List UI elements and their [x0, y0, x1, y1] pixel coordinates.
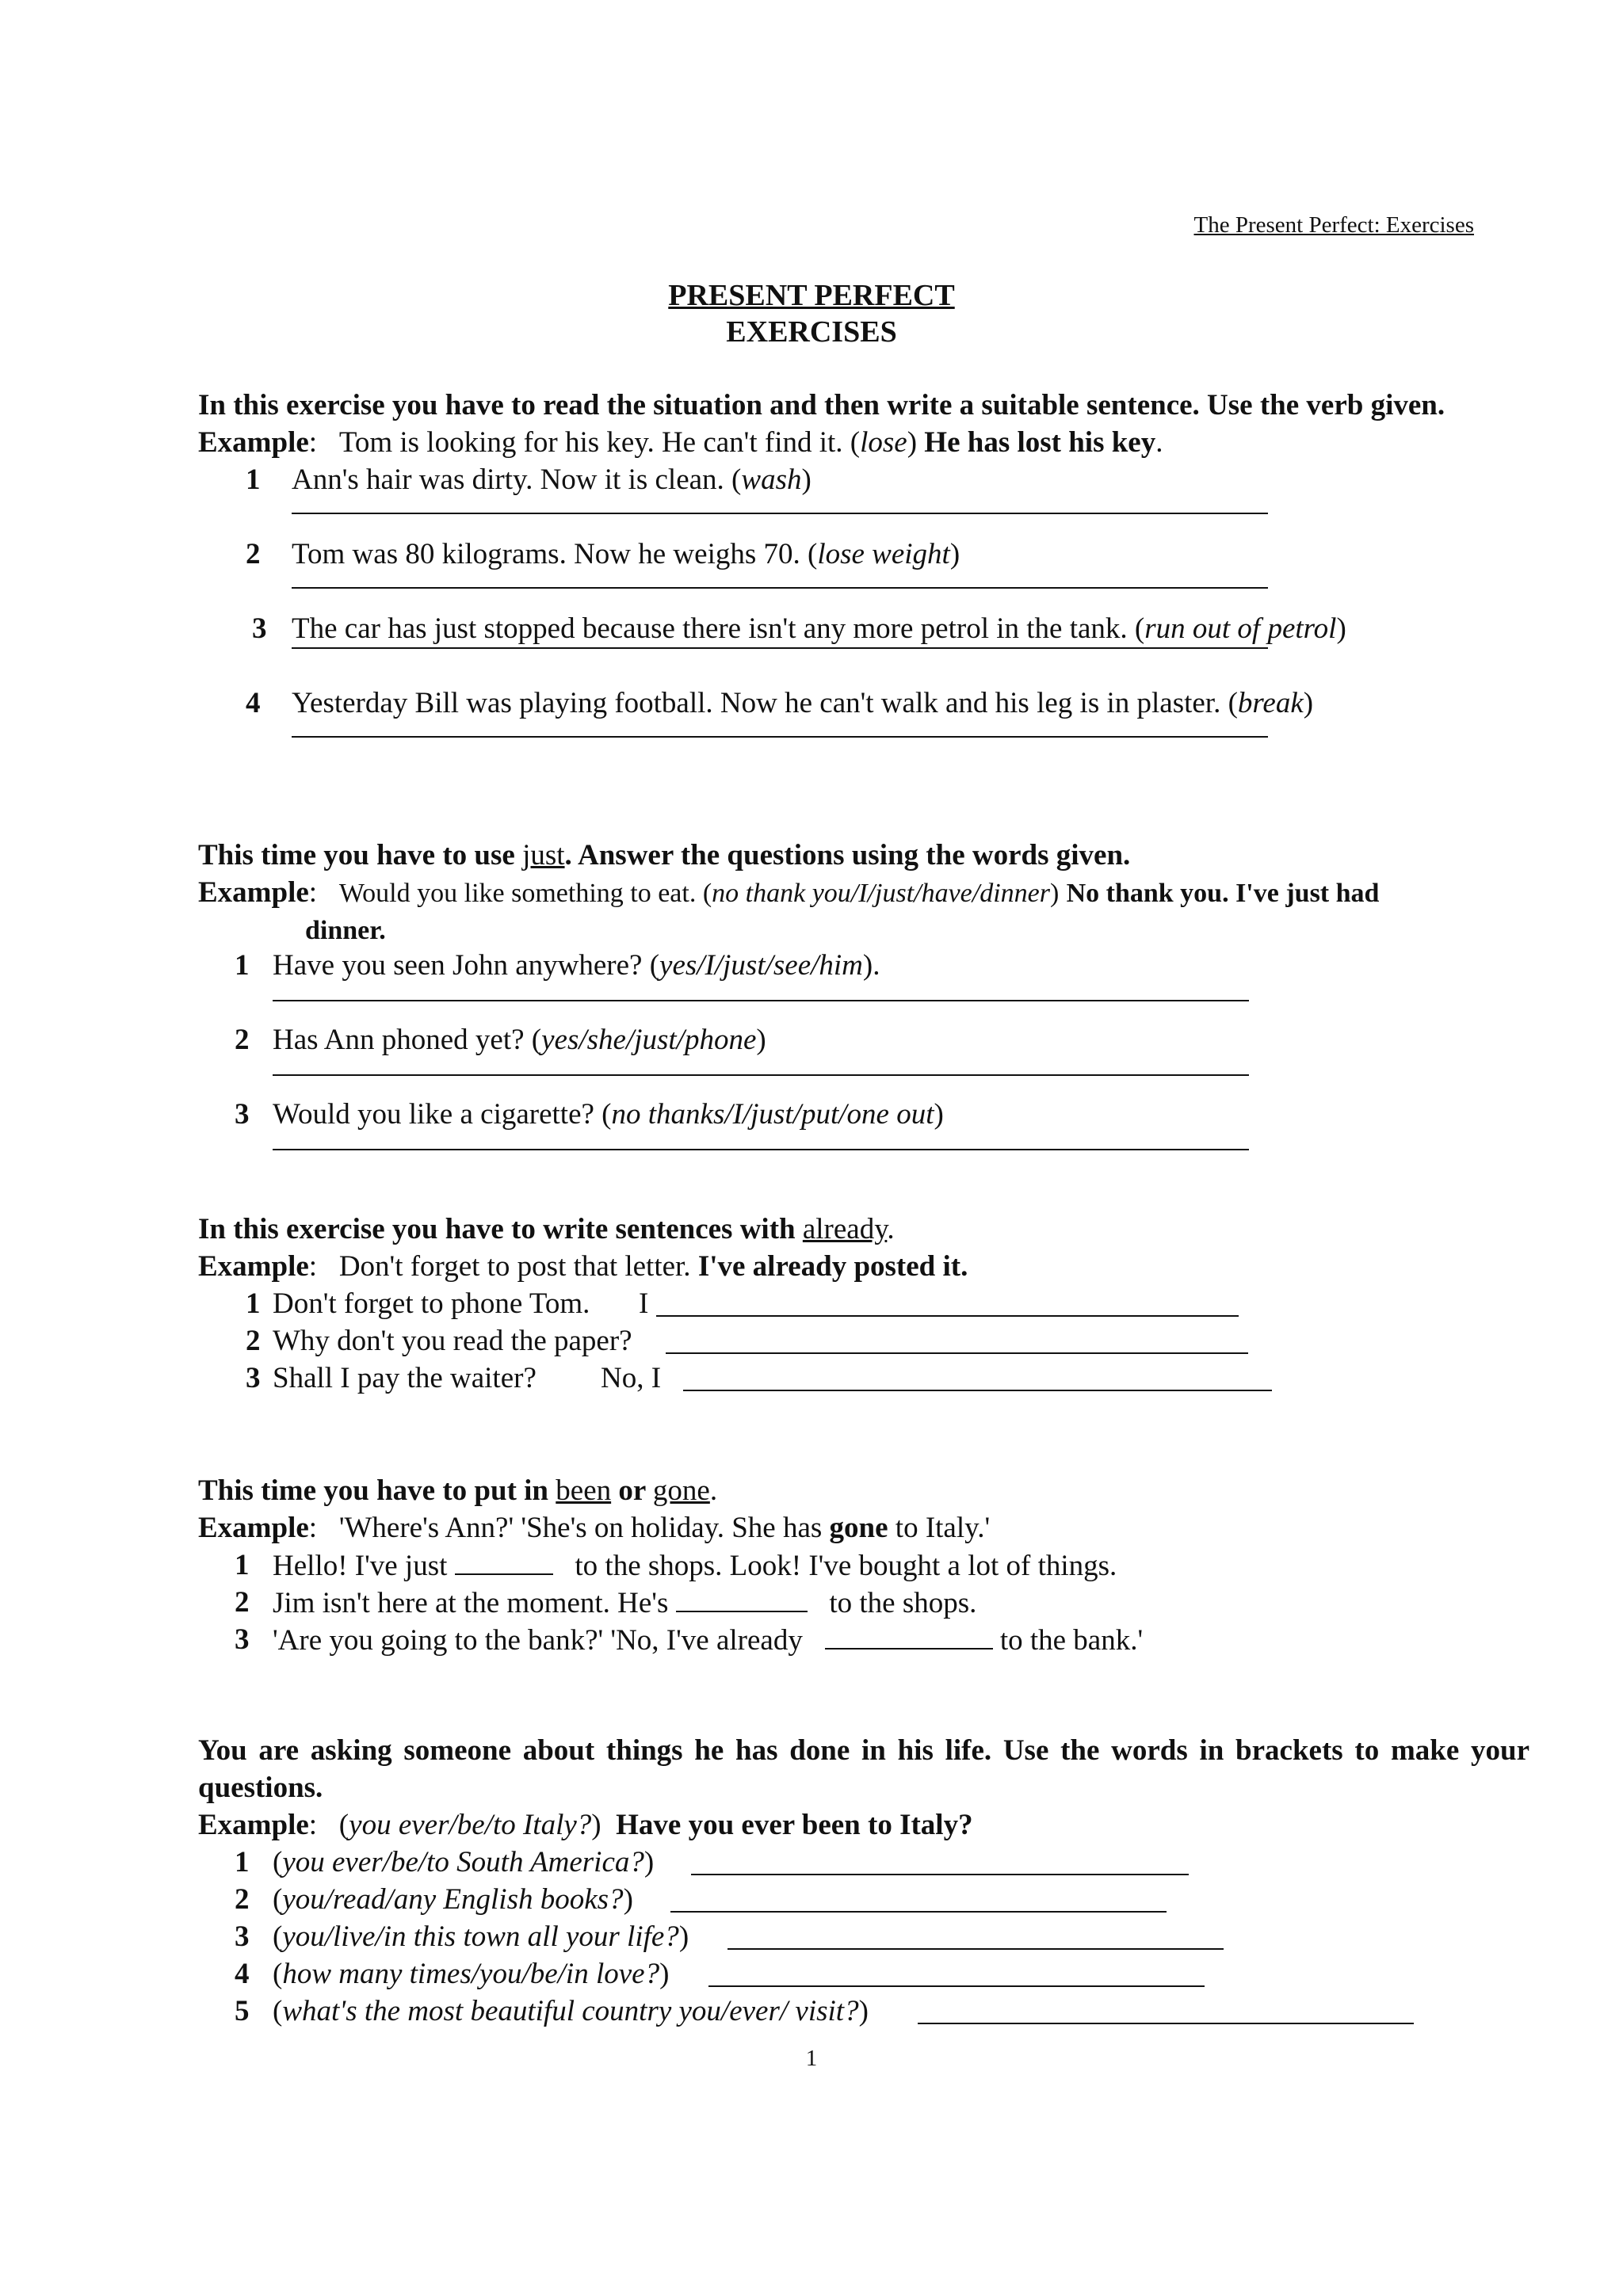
section-3 — [198, 1211, 1529, 1397]
answer-row — [198, 1133, 1529, 1170]
section-5 — [198, 1732, 1529, 2030]
exercise-item: 2 Why don't you read the paper? — [198, 1322, 1529, 1360]
exercise-item: 5 (what's the most beautiful country you/ever/ visit?) — [198, 1993, 1529, 2030]
title-line-2: EXERCISES — [726, 315, 897, 349]
title-line-1: PRESENT PERFECT — [668, 279, 955, 312]
answer-row — [198, 647, 1529, 685]
example-answer-continued: dinner. — [305, 916, 386, 945]
section-1 — [198, 387, 1529, 759]
exercise-item: 3 Would you like a cigarette? (no thanks/I/just/put/one out) — [235, 1098, 944, 1131]
answer-line[interactable] — [273, 1000, 1249, 1001]
exercise-item: 2 Has Ann phoned yet? (yes/she/just/phone) — [235, 1024, 766, 1056]
section-4-instruction: This time you have to put in been or gone. — [198, 1474, 718, 1507]
answer-row — [198, 1058, 1529, 1096]
gap-blank[interactable] — [825, 1621, 993, 1650]
answer-line[interactable] — [691, 1874, 1189, 1875]
gap-blank[interactable] — [676, 1584, 808, 1612]
exercise-item: 1 Ann's hair was dirty. Now it is clean. (wash) — [246, 463, 812, 496]
section-4 — [198, 1472, 1529, 1658]
section-2-instruction: This time you have to use just. Answer the questions using the words given. — [198, 839, 1131, 871]
exercise-item: 3 Shall I pay the waiter? No, I — [198, 1360, 1529, 1397]
answer-line[interactable] — [683, 1390, 1272, 1391]
section-2 — [198, 837, 1529, 1170]
answer-row — [198, 573, 1529, 610]
answer-row — [198, 498, 1529, 536]
answer-line[interactable] — [670, 1911, 1167, 1913]
section-3-example: Example: Don't forget to post that letter. I've already posted it. — [198, 1250, 968, 1283]
answer-line[interactable] — [273, 1149, 1249, 1150]
exercise-item: 2 Tom was 80 kilograms. Now he weighs 70. (lose weight) — [246, 538, 960, 570]
exercise-item: 2 (you/read/any English books?) — [198, 1881, 1529, 1918]
answer-row — [198, 984, 1529, 1021]
gap-blank[interactable] — [455, 1547, 553, 1575]
exercise-item: 1 Hello! I've just to the shops. Look! I've bought a lot of things. — [198, 1547, 1529, 1584]
page-number: 1 — [805, 2046, 818, 2071]
exercise-item: 4 Yesterday Bill was playing football. Now he can't walk and his leg is in plaster. (break) — [246, 687, 1314, 719]
answer-line[interactable] — [273, 1074, 1249, 1076]
exercise-item: 1 (you ever/be/to South America?) — [198, 1844, 1529, 1881]
page-title — [0, 277, 1623, 350]
exercise-item: 3 The car has just stopped because there isn't any more petrol in the tank. (run out of petrol) — [252, 612, 1346, 645]
exercise-item: 3 (you/live/in this town all your life?) — [198, 1918, 1529, 1955]
exercise-item: 2 Jim isn't here at the moment. He's to the shops. — [198, 1584, 1529, 1621]
answer-line[interactable] — [656, 1315, 1239, 1317]
section-1-instruction: In this exercise you have to read the situation and then write a suitable sentence. Use the verb given. — [198, 389, 1445, 421]
answer-row — [198, 722, 1529, 759]
section-1-example: Example: Tom is looking for his key. He can't find it. (lose) He has lost his key. — [198, 426, 1163, 459]
answer-line[interactable] — [727, 1948, 1224, 1950]
section-3-instruction: In this exercise you have to write sentences with already. — [198, 1213, 895, 1245]
exercise-item: 4 (how many times/you/be/in love?) — [198, 1955, 1529, 1993]
section-5-example: Example: (you ever/be/to Italy?) Have you ever been to Italy? — [198, 1809, 973, 1841]
running-header: The Present Perfect: Exercises — [1193, 212, 1474, 238]
answer-line[interactable] — [666, 1352, 1248, 1354]
answer-line[interactable] — [292, 647, 1268, 649]
answer-line[interactable] — [292, 513, 1268, 514]
section-2-example: Example: Would you like something to eat. (no thank you/I/just/have/dinner) No thank you. I've just had — [198, 876, 1380, 909]
answer-line[interactable] — [918, 2023, 1414, 2024]
answer-line[interactable] — [292, 587, 1268, 589]
exercise-item: 3 'Are you going to the bank?' 'No, I've already to the bank.' — [198, 1621, 1529, 1658]
section-5-instruction: You are asking someone about things he has done in his life. Use the words in brackets to make your questions. — [198, 1734, 1529, 1804]
answer-line[interactable] — [292, 736, 1268, 738]
exercise-item: 1 Have you seen John anywhere? (yes/I/just/see/him). — [235, 949, 880, 982]
exercise-item: 1 Don't forget to phone Tom. I — [198, 1285, 1529, 1322]
section-4-example: Example: 'Where's Ann?' 'She's on holiday. She has gone to Italy.' — [198, 1512, 991, 1544]
answer-line[interactable] — [708, 1985, 1205, 1987]
